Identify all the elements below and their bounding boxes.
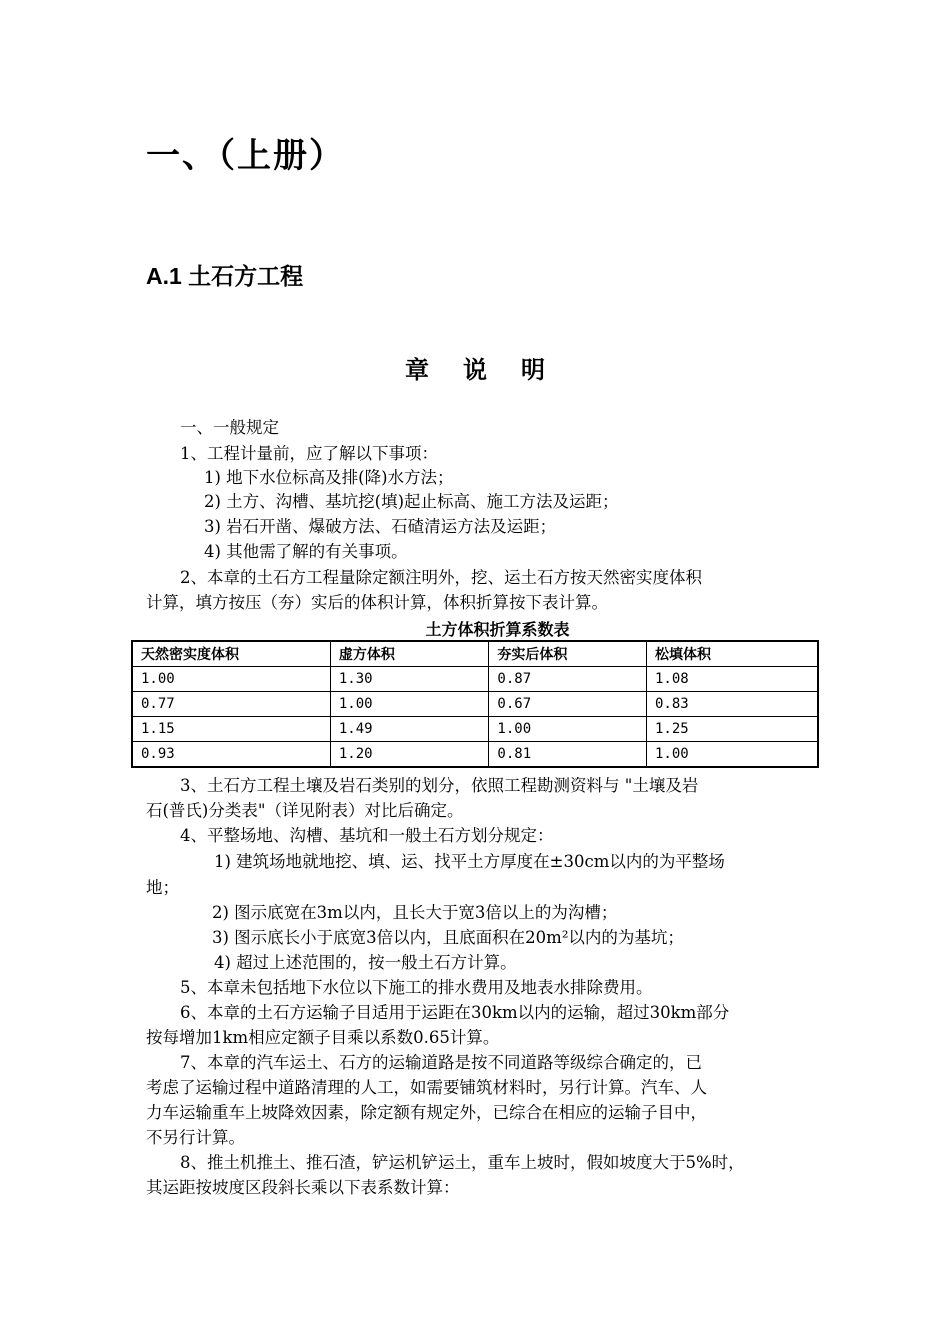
paragraph-line: 5、本章未包括地下水位以下施工的排水费用及地表水排除费用。 (180, 978, 653, 997)
table-row (132, 742, 818, 768)
column-header: 天然密实度体积 (132, 641, 330, 667)
section-heading: A.1 土石方工程 (146, 263, 304, 289)
table-cell: 1.00 (330, 692, 489, 717)
chapter-heading: 章说明 (405, 356, 579, 384)
paragraph-line: 3、土石方工程土壤及岩石类别的划分，依照工程勘测资料与 "土壤及岩 (180, 776, 699, 795)
table-cell: 1.20 (330, 742, 489, 768)
paragraph-line: 8、推土机推土、推石渣，铲运机铲运土，重车上坡时，假如坡度大于5%时， (180, 1153, 745, 1172)
paragraph-line: 一、一般规定 (180, 418, 279, 437)
paragraph-line: 其运距按坡度区段斜长乘以下表系数计算： (146, 1178, 460, 1197)
table-cell: 0.83 (646, 692, 818, 717)
paragraph-line: 计算，填方按压（夯）实后的体积计算，体积折算按下表计算。 (146, 593, 608, 612)
table-cell: 1.00 (646, 742, 818, 768)
column-header: 松填体积 (646, 641, 818, 667)
table-cell: 1.00 (132, 667, 330, 692)
paragraph-line: 按每增加1km相应定额子目乘以系数0.65计算。 (146, 1028, 500, 1047)
table-cell: 0.81 (489, 742, 647, 768)
table-row (132, 692, 818, 717)
table-cell: 1.49 (330, 717, 489, 742)
table-row (132, 667, 818, 692)
list-item: 3) 岩石开凿、爆破方法、石碴清运方法及运距； (204, 517, 557, 536)
paragraph-line: 考虑了运输过程中道路清理的人工，如需要铺筑材料时，另行计算。汽车、人 (146, 1078, 707, 1097)
table-cell: 1.30 (330, 667, 489, 692)
table-cell: 1.08 (646, 667, 818, 692)
paragraph-line: 1、工程计量前，应了解以下事项： (180, 444, 438, 463)
paragraph-line: 6、本章的土石方运输子目适用于运距在30km以内的运输，超过30km部分 (180, 1003, 730, 1022)
paragraph-line: 4、平整场地、沟槽、基坑和一般土石方划分规定： (180, 826, 554, 845)
column-header: 虚方体积 (330, 641, 489, 667)
list-item: 1) 地下水位标高及排(降)水方法； (204, 468, 454, 487)
list-item: 4) 超过上述范围的，按一般土石方计算。 (214, 953, 517, 972)
paragraph-line: 地； (146, 878, 179, 897)
list-item: 2) 土方、沟槽、基坑挖(填)起止标高、施工方法及运距； (204, 492, 619, 511)
paragraph-line: 7、本章的汽车运土、石方的运输道路是按不同道路等级综合确定的，已 (180, 1053, 702, 1072)
paragraph-line: 不另行计算。 (146, 1128, 245, 1147)
page-title: 一、（上册） (146, 136, 345, 176)
table-cell: 1.00 (489, 717, 647, 742)
paragraph-line: 石(普氏)分类表"（详见附表）对比后确定。 (146, 801, 464, 820)
volume-coefficient-table (131, 640, 819, 768)
table-cell: 1.25 (646, 717, 818, 742)
table-cell: 0.77 (132, 692, 330, 717)
table-cell: 0.67 (489, 692, 647, 717)
table-cell: 1.15 (132, 717, 330, 742)
paragraph-line: 2、本章的土石方工程量除定额注明外，挖、运土石方按天然密实度体积 (180, 568, 702, 587)
table-header-row (132, 641, 818, 667)
table-caption: 土方体积折算系数表 (425, 620, 570, 639)
list-item: 3) 图示底长小于底宽3倍以内，且底面积在20m²以内的为基坑； (212, 928, 684, 947)
list-item: 1) 建筑场地就地挖、填、运、找平土方厚度在±30cm以内的为平整场 (214, 852, 725, 871)
table-row (132, 717, 818, 742)
list-item: 4) 其他需了解的有关事项。 (204, 542, 408, 561)
list-item: 2) 图示底宽在3m以内，且长大于宽3倍以上的为沟槽； (212, 903, 618, 922)
paragraph-line: 力车运输重车上坡降效因素，除定额有规定外，已综合在相应的运输子目中， (146, 1103, 707, 1122)
table-cell: 0.87 (489, 667, 647, 692)
column-header: 夯实后体积 (489, 641, 647, 667)
table-cell: 0.93 (132, 742, 330, 768)
